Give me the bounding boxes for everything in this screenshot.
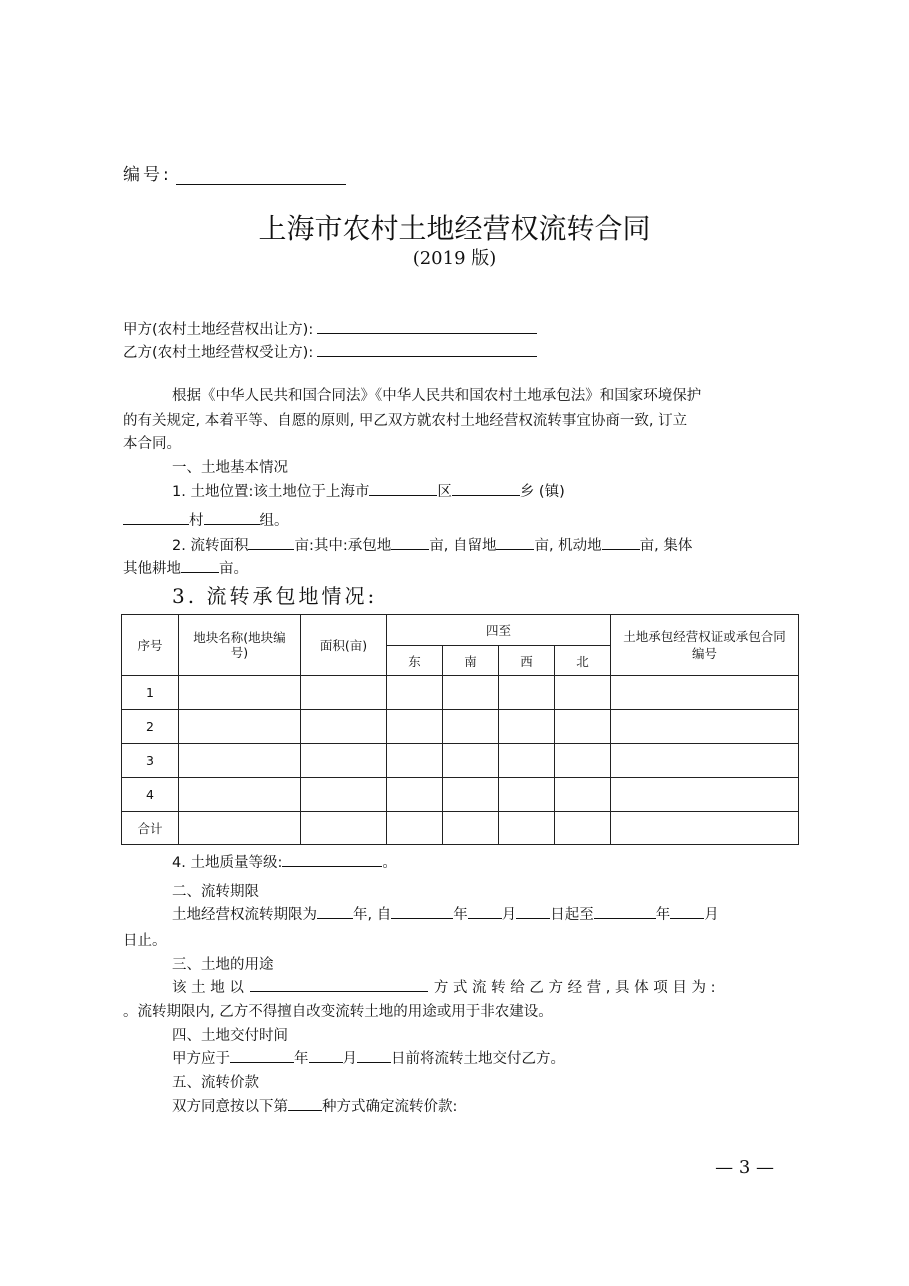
header-area: 面积(亩): [301, 615, 387, 676]
village-blank[interactable]: [123, 509, 189, 525]
cell-plot-name[interactable]: [179, 676, 301, 710]
group-blank[interactable]: [204, 509, 260, 525]
cell-west[interactable]: [499, 676, 555, 710]
total-area-blank[interactable]: [248, 534, 294, 550]
cell-plot-name[interactable]: [179, 778, 301, 812]
area-mu3: 亩, 机动地: [534, 538, 602, 554]
header-north: 北: [555, 646, 611, 676]
cell-plot-name[interactable]: [179, 744, 301, 778]
cell-west[interactable]: [499, 710, 555, 744]
start-month-blank[interactable]: [468, 903, 502, 919]
village-label: 村: [189, 513, 204, 529]
cell-east[interactable]: [387, 710, 443, 744]
reserve-land-blank[interactable]: [602, 534, 640, 550]
cell-west[interactable]: [499, 778, 555, 812]
party-a-blank[interactable]: [317, 318, 537, 334]
cell-plot-name[interactable]: [179, 710, 301, 744]
party-b-blank[interactable]: [317, 341, 537, 357]
delivery-line: [172, 1047, 565, 1068]
section-5-title: 五、流转价款: [172, 1075, 259, 1091]
cell-certificate[interactable]: [611, 812, 799, 845]
use-line: [172, 976, 715, 997]
location-line: [172, 480, 565, 501]
table-row: [122, 778, 799, 812]
delivery-end: 日前将流转土地交付乙方。: [391, 1051, 565, 1067]
row-number: 2: [122, 710, 179, 744]
term-line: [172, 903, 719, 924]
cell-east[interactable]: [387, 812, 443, 845]
other-land-blank[interactable]: [181, 557, 219, 573]
cell-north[interactable]: [555, 812, 611, 845]
party-a-label: 甲方(农村土地经营权出让方):: [123, 322, 314, 338]
location-line-2: [123, 509, 289, 530]
section-1-title: 一、土地基本情况: [172, 460, 288, 476]
district-label: 区: [437, 484, 452, 500]
term-years-blank[interactable]: [317, 903, 353, 919]
cell-area[interactable]: [301, 744, 387, 778]
cell-plot-name[interactable]: [179, 812, 301, 845]
page-number: — 3 —: [715, 1157, 774, 1178]
quality-blank[interactable]: [282, 851, 382, 867]
delivery-month-label: 月: [342, 1051, 357, 1067]
private-plot-blank[interactable]: [496, 534, 534, 550]
area-end: 亩。: [219, 561, 248, 577]
term-prefix: 土地经营权流转期限为: [172, 907, 317, 923]
section-3-heading: 3. 流转承包地情况:: [172, 584, 378, 608]
cell-area[interactable]: [301, 676, 387, 710]
contract-land-blank[interactable]: [391, 534, 429, 550]
table-row: [122, 744, 799, 778]
township-blank[interactable]: [452, 480, 520, 496]
delivery-year-label: 年: [294, 1051, 309, 1067]
cell-east[interactable]: [387, 778, 443, 812]
cell-south[interactable]: [443, 744, 499, 778]
quality-end: 。: [382, 855, 397, 871]
cell-certificate[interactable]: [611, 778, 799, 812]
cell-east[interactable]: [387, 676, 443, 710]
cell-south[interactable]: [443, 676, 499, 710]
delivery-prefix: 甲方应于: [172, 1051, 230, 1067]
delivery-day-blank[interactable]: [357, 1047, 391, 1063]
area-mu1: 亩:其中:承包地: [294, 538, 392, 554]
header-west: 西: [499, 646, 555, 676]
location-prefix: 1. 土地位置:该土地位于上海市: [172, 484, 370, 500]
party-a-line: [123, 318, 537, 339]
end-year-label: 年: [655, 907, 671, 923]
row-number: 1: [122, 676, 179, 710]
serial-label: 编号:: [123, 165, 172, 185]
serial-blank[interactable]: [176, 166, 346, 185]
quality-prefix: 4. 土地质量等级:: [172, 855, 283, 871]
group-label: 组。: [259, 513, 289, 529]
table-total-row: [122, 812, 799, 845]
section-3b-title: 三、土地的用途: [172, 957, 274, 973]
intro-line-3: 本合同。: [123, 436, 181, 452]
edition-label: (2019 版): [412, 248, 497, 269]
cell-north[interactable]: [555, 676, 611, 710]
area-line: [172, 534, 692, 555]
end-year-blank[interactable]: [594, 903, 656, 919]
cell-south[interactable]: [443, 710, 499, 744]
use-mid: 方 式 流 转 给 乙 方 经 营 , 具 体 项 目 为 :: [433, 980, 716, 996]
cell-north[interactable]: [555, 744, 611, 778]
quality-line: [172, 851, 397, 872]
cell-east[interactable]: [387, 744, 443, 778]
term-line-2: 日止。: [123, 933, 167, 949]
row-number: 4: [122, 778, 179, 812]
township-label: 乡 (镇): [519, 484, 565, 500]
area-mu2: 亩, 自留地: [429, 538, 497, 554]
district-blank[interactable]: [369, 480, 437, 496]
land-table: [121, 614, 799, 845]
row-number: 3: [122, 744, 179, 778]
area-line-2: [123, 557, 248, 578]
section-2-title: 二、流转期限: [172, 884, 259, 900]
header-south: 南: [443, 646, 499, 676]
price-prefix: 双方同意按以下第: [172, 1099, 288, 1115]
table-row: [122, 710, 799, 744]
header-no: 序号: [122, 615, 179, 676]
start-year-blank[interactable]: [391, 903, 453, 919]
document-title: 上海市农村土地经营权流转合同: [258, 212, 651, 245]
cell-west[interactable]: [499, 812, 555, 845]
cell-north[interactable]: [555, 710, 611, 744]
cell-south[interactable]: [443, 778, 499, 812]
price-method-blank[interactable]: [288, 1095, 322, 1111]
price-end: 种方式确定流转价款:: [322, 1099, 458, 1115]
cell-area[interactable]: [301, 778, 387, 812]
cell-certificate[interactable]: [611, 710, 799, 744]
cell-certificate[interactable]: [611, 744, 799, 778]
start-day-label: 日起至: [550, 907, 594, 923]
cell-certificate[interactable]: [611, 676, 799, 710]
header-plot-name: 地块名称(地块编号): [179, 615, 301, 676]
delivery-month-blank[interactable]: [309, 1047, 343, 1063]
cell-area[interactable]: [301, 812, 387, 845]
use-method-blank[interactable]: [250, 976, 428, 992]
header-boundaries: 四至: [387, 615, 611, 646]
use-line-2: 。流转期限内, 乙方不得擅自改变流转土地的用途或用于非农建设。: [123, 1004, 553, 1020]
delivery-year-blank[interactable]: [230, 1047, 294, 1063]
end-month-blank[interactable]: [670, 903, 704, 919]
start-day-blank[interactable]: [516, 903, 550, 919]
header-certificate: 土地承包经营权证或承包合同编号: [611, 615, 799, 676]
row-total-label: 合计: [122, 812, 179, 845]
end-month-label: 月: [704, 907, 719, 923]
price-line: [172, 1095, 457, 1116]
section-4-title: 四、土地交付时间: [172, 1028, 288, 1044]
start-year-label: 年: [453, 907, 468, 923]
cell-south[interactable]: [443, 812, 499, 845]
area-mu4: 亩, 集体: [639, 538, 693, 554]
header-east: 东: [387, 646, 443, 676]
area-other: 其他耕地: [123, 561, 181, 577]
area-prefix: 2. 流转面积: [172, 538, 249, 554]
use-prefix: 该 土 地 以: [172, 980, 244, 996]
term-year-label: 年, 自: [353, 907, 392, 923]
intro-line-2: 的有关规定, 本着平等、自愿的原则, 甲乙双方就农村土地经营权流转事宜协商一致, 订立: [123, 413, 688, 429]
party-b-label: 乙方(农村土地经营权受让方):: [123, 345, 314, 361]
party-b-line: [123, 341, 537, 362]
start-month-label: 月: [501, 907, 517, 923]
cell-area[interactable]: [301, 710, 387, 744]
serial-number-field: [123, 160, 346, 185]
cell-north[interactable]: [555, 778, 611, 812]
table-row: [122, 676, 799, 710]
cell-west[interactable]: [499, 744, 555, 778]
intro-line-1: 根据《中华人民共和国合同法》《中华人民共和国农村土地承包法》和国家环境保护: [172, 388, 702, 404]
